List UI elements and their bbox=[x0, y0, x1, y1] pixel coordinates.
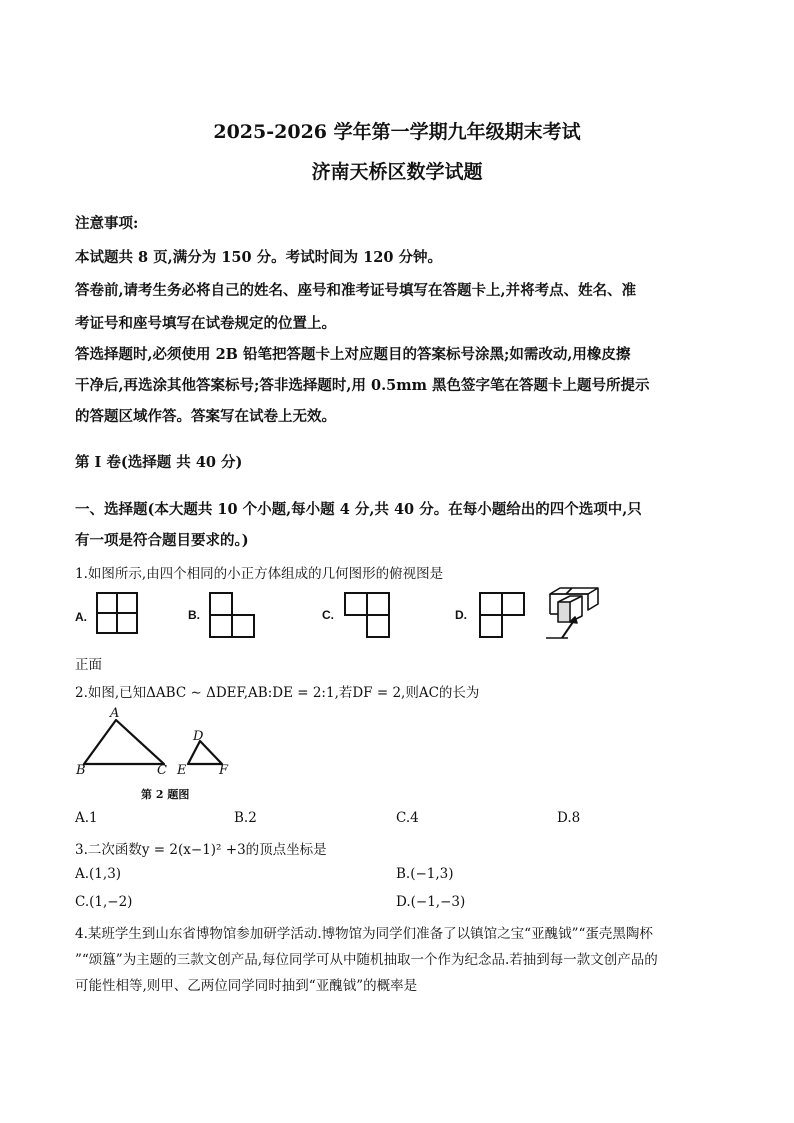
q3-stem-suffix: 的顶点坐标是 bbox=[245, 842, 327, 858]
q3-option-d: D.(−1,−3) bbox=[396, 894, 466, 910]
q1-cube-figure bbox=[542, 586, 612, 646]
page-title-line2: 济南天桥区数学试题 bbox=[311, 161, 483, 183]
q3-option-b: B.(−1,3) bbox=[396, 866, 454, 882]
q2-option-d: D.8 bbox=[557, 810, 581, 826]
q1-option-c-figure bbox=[343, 590, 403, 640]
page-title-line1: 2025-2026 学年第一学期九年级期末考试 bbox=[213, 121, 581, 143]
notice-line: 考证号和座号填写在试卷规定的位置上。 bbox=[75, 315, 336, 332]
q1-option-d-label: D. bbox=[455, 608, 467, 622]
q2-label-e: E bbox=[177, 763, 187, 778]
q1-front-label: 正面 bbox=[75, 657, 102, 673]
q2-label-f: F bbox=[219, 763, 229, 778]
notice-line: 答卷前,请考生务必将自己的姓名、座号和准考证号填写在答题卡上,并将考点、姓名、准 bbox=[75, 282, 637, 299]
notice-line: 的答题区域作答。答案写在试卷上无效。 bbox=[75, 408, 336, 425]
q2-figure-caption: 第 2 题图 bbox=[141, 788, 190, 801]
section-heading: 有一项是符合题目要求的。) bbox=[75, 532, 249, 549]
notice-line: 本试题共 8 页,满分为 150 分。考试时间为 120 分钟。 bbox=[75, 249, 442, 266]
part-title: 第 I 卷(选择题 共 40 分) bbox=[75, 454, 243, 471]
q2-option-a: A.1 bbox=[75, 810, 98, 826]
q3-stem-prefix: 3.二次函数 bbox=[75, 842, 142, 858]
q3-stem bbox=[75, 838, 327, 858]
q2-label-c: C bbox=[157, 763, 167, 778]
notice-line: 答选择题时,必须使用 2B 铅笔把答题卡上对应题目的答案标号涂黑;如需改动,用橡皮擦 bbox=[75, 346, 631, 363]
q3-formula: y = 2(x−1)² +3 bbox=[141, 842, 246, 858]
q1-option-a-figure bbox=[96, 590, 156, 640]
q2-label-b: B bbox=[76, 763, 86, 778]
q2-stem: 2.如图,已知ΔABC ∼ ΔDEF,AB:DE = 2:1,若DF = 2,则AC的长为 bbox=[75, 685, 480, 701]
q4-stem-line: 可能性相等,则甲、乙两位同学同时抽到“亚醜钺”的概率是 bbox=[75, 978, 418, 994]
q2-option-c: C.4 bbox=[396, 810, 419, 826]
q4-stem-line: ”“颂簋”为主题的三款文创产品,每位同学可从中随机抽取一个作为纪念品.若抽到每一款文创产品的 bbox=[75, 952, 658, 968]
q2-option-b: B.2 bbox=[234, 810, 257, 826]
q3-option-c: C.(1,−2) bbox=[75, 894, 133, 910]
q1-option-b-figure bbox=[208, 590, 268, 640]
notice-line: 干净后,再选涂其他答案标号;答非选择题时,用 0.5mm 黑色签字笔在答题卡上题号所提示 bbox=[75, 377, 650, 394]
q1-option-c-label: C. bbox=[322, 608, 334, 622]
q1-option-b-label: B. bbox=[188, 608, 200, 622]
q1-option-a-label: A. bbox=[75, 610, 87, 624]
section-heading: 一、选择题(本大题共 10 个小题,每小题 4 分,共 40 分。在每小题给出的四个选项中,只 bbox=[75, 501, 642, 518]
q2-label-d: D bbox=[193, 729, 204, 744]
notice-heading: 注意事项: bbox=[75, 215, 139, 232]
q2-label-a: A bbox=[110, 706, 120, 721]
q1-stem: 1.如图所示,由四个相同的小正方体组成的几何图形的俯视图是 bbox=[75, 566, 444, 582]
q4-stem-line: 4.某班学生到山东省博物馆参加研学活动.博物馆为同学们准备了以镇馆之宝“亚醜钺”“蛋壳黑陶杯 bbox=[75, 926, 653, 942]
q3-option-a: A.(1,3) bbox=[75, 866, 122, 882]
